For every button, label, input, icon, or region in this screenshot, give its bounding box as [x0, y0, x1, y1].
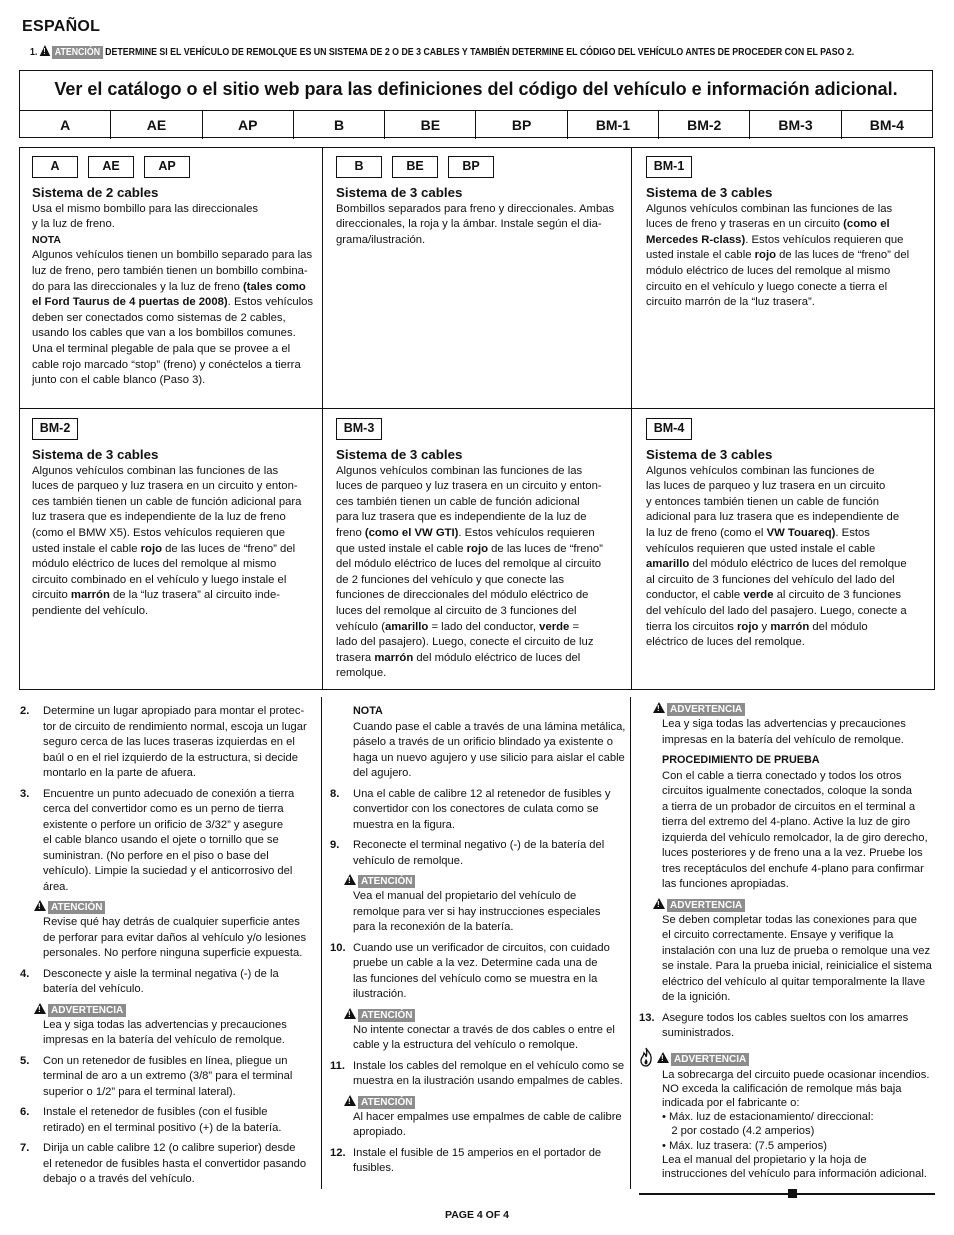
step-7 — [20, 1141, 316, 1188]
cell-text: Algunos vehículos combinan las funciones de las — [32, 464, 279, 477]
cell-text: de las luces de “freno” del — [776, 249, 910, 262]
step-text: Desconecte y aisle la terminal negativa (-) de la — [43, 967, 279, 980]
warning-line: Lea y siga todas las advertencias y precauciones — [43, 1018, 287, 1031]
step-text: Cuando use un verificador de circuitos, con cuidado — [353, 941, 610, 954]
cell-text: Algunos vehículos combinan las funciones de las — [336, 464, 583, 477]
warning-line: 2 por costado (4.2 amperios) — [662, 1125, 815, 1138]
cell-text: Una el terminal plegable de pala que se provee a el — [32, 342, 291, 355]
cell-text: luz trasera que es independiente de la luz de freno — [32, 511, 286, 524]
cell-text: de 2 funciones del vehículo y que conecte las — [336, 573, 564, 586]
cell-2-wire — [32, 156, 316, 389]
cell-text: adicional para luz trasera que es independiente de — [646, 511, 900, 524]
step-text: fusibles. — [353, 1162, 395, 1174]
note-heading: NOTA — [32, 233, 61, 246]
step-text: Determine un lugar apropiado para montar el protec- — [43, 705, 305, 717]
cell-text: al circuito de 3 funciones del vehículo del lado del — [646, 573, 895, 586]
code-tag: BP — [448, 156, 494, 178]
step-9 — [330, 838, 626, 869]
caution-line: Al hacer empalmes use empalmes de cable de calibre — [353, 1110, 622, 1123]
cell-text: (tales como — [243, 280, 306, 293]
warning-triangle-icon — [40, 45, 51, 56]
procedure-line: izquierda del vehículo remolcador, la de giro derecho, — [662, 831, 928, 844]
cell-title: Sistema de 3 cables — [32, 447, 159, 462]
step-text: Instale los cables del remolque en el vehículo como se — [353, 1059, 625, 1072]
step-text: Reconecte el terminal negativo (-) de la batería del — [353, 839, 605, 851]
vehicle-code: A — [20, 111, 111, 139]
warning-line: impresas en la batería del vehículo de remolque. — [662, 733, 904, 746]
instructions-column-3 — [639, 702, 939, 1186]
step-text: área. — [43, 880, 69, 893]
warning-label: ATENCIÓN — [358, 1096, 415, 1109]
cell-text: y la luz de freno. — [32, 218, 115, 231]
warning-line: indicada por el fabricante o: — [662, 1096, 800, 1109]
vehicle-code: BP — [476, 111, 567, 139]
warning-line: Lea y siga todas las advertencias y precauciones — [662, 718, 906, 730]
cell-text: y entonces también tienen un cable de función — [646, 495, 880, 508]
code-tag: BM-4 — [646, 418, 692, 440]
caution-line: de perforar para evitar daños al vehículo y/o lesiones — [43, 931, 307, 944]
note-line: haga un nuevo agujero y use silicio para aislar el cable — [353, 751, 625, 764]
step-number: 7. — [20, 1142, 30, 1154]
warning-line: instrucciones del vehículo para información adicional. — [662, 1167, 927, 1180]
step-11 — [330, 1059, 626, 1090]
cell-text: . Estos vehículos — [227, 296, 314, 309]
warning-triangle-icon — [34, 900, 46, 911]
step-text: existente o perfore un orificio de 3/32” y asegure — [43, 818, 284, 831]
cell-text: módulo eléctrico de luces del remolque al mismo — [32, 558, 277, 571]
cell-text: de las luces de “freno” — [487, 542, 603, 555]
step-5 — [20, 1054, 316, 1101]
warning-text — [639, 717, 939, 748]
step-text: vehículo). Limpie la suciedad y el anticorrosivo del — [43, 865, 293, 877]
warning-line: • Máx. luz de estacionamiento/ direccional: — [662, 1111, 874, 1124]
cell-text: amarillo — [646, 558, 690, 571]
warning-heading — [34, 1003, 316, 1017]
warning-text — [639, 1068, 939, 1182]
cell-text: Usa el mismo bombillo para las direccionales — [32, 202, 259, 215]
cell-text: eléctrico de luces del remolque. — [646, 636, 805, 649]
cell-text: verde — [743, 589, 774, 602]
cell-text: ces también tienen un cable de función adicional — [336, 495, 580, 508]
note-block — [330, 704, 626, 782]
cell-text: junto con el cable blanco (Paso 3). — [32, 374, 206, 387]
warning-line: instalación con una luz de prueba o remolque una vez — [662, 944, 931, 957]
cell-text: amarillo — [384, 620, 429, 633]
step-text: Instale el fusible de 15 amperios en el portador de — [353, 1146, 602, 1159]
cell-text: del módulo eléctrico de luces del remolque — [689, 558, 907, 571]
test-procedure — [639, 753, 939, 893]
warning-triangle-icon — [653, 898, 665, 909]
step-text: seguro cerca de las luces traseras izquierdas en el — [43, 736, 295, 748]
cell-text: = lado del conductor, — [428, 620, 540, 633]
step-13 — [639, 1011, 939, 1042]
caution-heading — [344, 1095, 626, 1109]
procedure-line: circuitos igualmente conectados, coloque la sonda — [662, 785, 913, 797]
step-text: muestra en la figura. — [353, 818, 455, 831]
code-tag: BM-3 — [336, 418, 382, 440]
vehicle-code: AP — [203, 111, 294, 139]
step-number: 4. — [20, 967, 30, 980]
caution-heading — [344, 874, 626, 888]
step-4 — [20, 967, 316, 998]
warning-line: de la ignición. — [662, 991, 731, 1003]
caution-line: Vea el manual del propietario del vehículo de — [353, 890, 577, 902]
cell-bm3 — [336, 418, 626, 682]
instructions-column-1 — [20, 704, 316, 1193]
cell-text: circuito marrón de la “luz trasera”. — [646, 296, 815, 309]
cell-text: lado del pasajero). Luego, conecte el circuito de luz — [336, 636, 594, 649]
cell-text: ces también tienen un cable de función adicional para — [32, 495, 302, 508]
wiring-systems-grid — [19, 147, 935, 690]
cell-text: luces de parqueo y luz trasera en un circuito y enton- — [32, 480, 298, 493]
procedure-line: a tierra de un probador de circuitos en el terminal a — [662, 800, 916, 813]
cell-text: Algunos vehículos combinan las funciones de — [646, 464, 875, 477]
cell-text: freno — [336, 526, 365, 539]
step-text: Con un retenedor de fusibles en línea, pliegue un — [43, 1054, 288, 1067]
caution-line: No intente conectar a través de dos cables o entre el — [353, 1023, 615, 1036]
warning-label: ADVERTENCIA — [671, 1053, 749, 1066]
cell-text: rojo — [754, 249, 776, 262]
cell-text: que usted instale el cable — [336, 542, 467, 555]
cell-text: circuito — [32, 589, 71, 602]
procedure-line: luces posteriores y de freno una a la vez. Pruebe los — [662, 847, 923, 859]
cell-text: direccionales, la roja y la ámbar. Instale según el dia- — [336, 218, 602, 231]
step-number: 6. — [20, 1106, 30, 1118]
caution-line: Revise qué hay detrás de cualquier superficie antes — [43, 916, 300, 928]
cell-text: circuito combinado en el vehículo y luego instale el — [32, 573, 287, 586]
divider-marker — [788, 1189, 797, 1198]
warning-label: ATENCIÓN — [358, 875, 415, 888]
step-text: ilustración. — [353, 988, 407, 1000]
warning-text — [20, 1018, 316, 1049]
step-2 — [20, 704, 316, 782]
note-line: Cuando pase el cable a través de una lámina metálica, — [353, 720, 626, 733]
cell-text: = — [569, 620, 580, 633]
cell-text: grama/ilustración. — [336, 233, 426, 246]
cell-text: la luz de freno (como el — [646, 526, 767, 539]
step-text: batería del vehículo. — [43, 983, 144, 995]
step-text: el retenedor de fusibles hasta el convertidor pasando — [43, 1157, 307, 1170]
procedure-line: tres receptáculos del enchufe 4-plano para confirmar — [662, 862, 924, 875]
fire-icon — [639, 1047, 653, 1067]
procedure-heading: PROCEDIMIENTO DE PRUEBA — [662, 754, 820, 766]
step-text: Encuentre un punto adecuado de conexión a tierra — [43, 787, 295, 800]
cell-3-wire-b — [336, 156, 626, 248]
cell-text: tierra los circuitos — [646, 620, 738, 633]
cell-text: usted instale el cable — [32, 542, 141, 555]
step-text: montarlo en la parte de afuera. — [43, 767, 196, 779]
cell-text: luz de freno, pero también tienen un bombillo combina- — [32, 264, 308, 277]
caution-line: apropiado. — [353, 1126, 406, 1138]
warning-heading — [653, 702, 939, 716]
cell-text: vehículos requieren que usted instale el cable — [646, 542, 876, 555]
vehicle-code: BM-3 — [750, 111, 841, 139]
cell-text: marrón — [770, 620, 810, 633]
step-number: 10. — [330, 941, 346, 954]
cell-text: conductor, el cable — [646, 589, 744, 602]
step-text: cerca del convertidor como es un perno de tierra — [43, 803, 284, 815]
cell-text: VW Touareq) — [766, 526, 836, 539]
warning-triangle-icon — [653, 702, 665, 713]
cell-text: del módulo eléctrico de luces del remolque al circuito — [336, 558, 601, 571]
code-tag: AE — [88, 156, 134, 178]
cell-text: el Ford Taurus de 4 puertas de 2008) — [32, 296, 228, 309]
cell-text: luces del remolque al circuito de 3 funciones del — [336, 604, 577, 617]
cell-text: Algunos vehículos combinan las funciones de las — [646, 202, 893, 215]
cell-text: usted instale el cable — [646, 249, 755, 262]
step-text: DETERMINE SI EL VEHÍCULO DE REMOLQUE ES UN SISTEMA DE 2 O DE 3 CABLES Y TAMBIÉN DETERMINE EL CÓDIGO DEL VEHÍCULO ANTES DE PROCEDER CON EL PASO 2. — [105, 47, 855, 58]
caution-text — [330, 889, 626, 936]
step-text: el cable blanco usando el ojete o tornillo que se — [43, 834, 279, 846]
vehicle-code-row — [20, 110, 932, 139]
cell-title: Sistema de 3 cables — [646, 185, 773, 200]
code-tag: B — [336, 156, 382, 178]
warning-label: ATENCIÓN — [48, 901, 105, 914]
warning-triangle-icon — [657, 1052, 669, 1063]
code-tag: AP — [144, 156, 190, 178]
vehicle-code: BM-1 — [568, 111, 659, 139]
cell-text: las luces de parqueo y luz trasera en un circuito — [646, 480, 886, 493]
cell-title: Sistema de 2 cables — [32, 185, 159, 200]
cell-text: luces de freno y traseras en un circuito — [646, 218, 844, 231]
warning-triangle-icon — [344, 1008, 356, 1019]
cell-text: del módulo — [809, 620, 868, 633]
warning-text — [639, 913, 939, 1006]
cell-text: cable rojo marcado “stop” (freno) y conéctelos a tierra — [32, 358, 301, 371]
warning-label: ATENCIÓN — [358, 1009, 415, 1022]
step-text: Asegure todos los cables sueltos con los amarres — [662, 1011, 909, 1024]
warning-line: Lea el manual del propietario y la hoja de — [662, 1153, 867, 1166]
cell-text: remolque. — [336, 667, 387, 680]
step-text: suministran. (No perfore en el piso o base del — [43, 849, 269, 862]
step-text: muestra en la ilustración usando empalmes de cables. — [353, 1075, 623, 1087]
cell-text: vehículo ( — [336, 620, 385, 633]
warning-line: impresas en la batería del vehículo de remolque. — [43, 1034, 285, 1046]
cell-text: rojo — [737, 620, 759, 633]
step-text: suministrados. — [662, 1027, 735, 1039]
cell-text: al circuito de 3 funciones — [773, 589, 901, 602]
cell-text: del vehículo del lado del pasajero. Luego, conecte a — [646, 604, 907, 617]
warning-line: La sobrecarga del circuito puede ocasionar incendios. — [662, 1068, 930, 1081]
code-tag: BM-1 — [646, 156, 692, 178]
caution-heading — [344, 1008, 626, 1022]
cell-text: (como el — [843, 218, 890, 231]
cell-text: del módulo eléctrico de luces del — [413, 651, 581, 664]
step-text: las funciones del vehículo como se muestra en la — [353, 972, 598, 985]
step-text: debajo o a través del vehículo. — [43, 1173, 195, 1185]
step-number: 8. — [330, 787, 340, 800]
cell-title: Sistema de 3 cables — [646, 447, 773, 462]
warning-label: ATENCIÓN — [52, 46, 103, 59]
cell-text: Algunos vehículos tienen un bombillo separado para las — [32, 249, 313, 262]
step-text: tor de circuito de rendimiento normal, escoja un lugar — [43, 720, 307, 733]
caution-line: personales. No perfore ninguna superficie expuesta. — [43, 947, 303, 959]
step-8 — [330, 787, 626, 834]
caution-line: cable y la estructura del vehículo o remolque. — [353, 1039, 579, 1051]
cell-text: funciones de direccionales del módulo eléctrico de — [336, 589, 589, 602]
cell-text: . Estos vehículos requieren que — [745, 233, 904, 246]
caution-text — [330, 1110, 626, 1141]
step-12 — [330, 1146, 626, 1177]
cell-text: trasera — [336, 651, 375, 664]
step-number: 11. — [330, 1059, 345, 1072]
cell-text: rojo — [140, 542, 162, 555]
step-text: Dirija un cable calibre 12 (o calibre superior) desde — [43, 1142, 296, 1154]
step-text: terminal de aro a un extremo (3/8” para el terminal — [43, 1070, 293, 1082]
step-number: 13. — [639, 1011, 655, 1024]
caution-heading — [34, 900, 316, 914]
cell-text: Mercedes R-class) — [646, 233, 746, 246]
note-heading: NOTA — [353, 705, 383, 717]
warning-triangle-icon — [34, 1003, 46, 1014]
code-tag: A — [32, 156, 78, 178]
cell-title: Sistema de 3 cables — [336, 185, 463, 200]
cell-bm1 — [646, 156, 930, 311]
vehicle-code: BM-4 — [869, 117, 904, 133]
cell-bm2 — [32, 418, 316, 620]
warning-triangle-icon — [344, 874, 356, 885]
step-text: convertidor con los conectores de culata como se — [353, 803, 599, 815]
warning-line: Se deben completar todas las conexiones para que — [662, 913, 917, 926]
vehicle-code: AE — [111, 111, 202, 139]
cell-text: . Estos — [835, 526, 870, 539]
step-number: 3. — [20, 787, 30, 800]
cell-text: pendiente del vehículo. — [32, 604, 149, 617]
cell-text: verde — [539, 620, 570, 633]
page-number: PAGE 4 OF 4 — [445, 1209, 509, 1221]
cell-text: . Estos vehículos requieren — [458, 526, 595, 539]
cell-text: de las luces de “freno” del — [162, 542, 296, 555]
vehicle-code: BE — [385, 111, 476, 139]
note-line: del agujero. — [353, 767, 412, 779]
caution-line: remolque para ver si hay instrucciones especiales — [353, 905, 601, 918]
step-text: superior o 1/2” para el terminal lateral). — [43, 1085, 236, 1098]
warning-label: ADVERTENCIA — [667, 703, 745, 716]
step-6 — [20, 1105, 316, 1136]
cell-text: circuito en el vehículo y luego conecte a tierra el — [646, 280, 888, 293]
caution-line: para la reconexión de la batería. — [353, 921, 514, 933]
vehicle-code: B — [294, 111, 385, 139]
step-3 — [20, 787, 316, 896]
cell-text: marrón — [374, 651, 414, 664]
cell-text: rojo — [466, 542, 488, 555]
cell-text: Bombillos separados para freno y direccionales. Ambas — [336, 202, 615, 215]
warning-heading — [653, 898, 939, 912]
step-number: 2. — [20, 705, 30, 717]
step-text: Una el cable de calibre 12 al retenedor de fusibles y — [353, 787, 611, 800]
catalog-title: Ver el catálogo o el sitio web para las definiciones del código del vehículo e información adicional. — [54, 79, 898, 99]
step-10 — [330, 941, 626, 1003]
procedure-line: Con el cable a tierra conectado y todos los otros — [662, 769, 902, 782]
cell-text: de la “luz trasera” al circuito inde- — [109, 589, 280, 602]
cell-text: deben ser conectados como sistemas de 2 cables, — [32, 311, 286, 324]
procedure-line: las funciones apropiadas. — [662, 878, 789, 890]
step-text: retirado) en el terminal positivo (+) de la batería. — [43, 1121, 282, 1134]
cell-title: Sistema de 3 cables — [336, 447, 463, 462]
caution-text — [20, 915, 316, 962]
warning-line: • Máx. luz trasera: (7.5 amperios) — [662, 1139, 827, 1152]
divider-line — [639, 1193, 935, 1195]
cell-text: (como el VW GTI) — [364, 526, 459, 539]
step-number: 12. — [330, 1146, 346, 1159]
vehicle-code: BM-2 — [659, 111, 750, 139]
procedure-line: tierra del extremo del 4-plano. Active la luz de giro — [662, 816, 911, 828]
code-tag: BE — [392, 156, 438, 178]
cell-text: do para las direccionales y la luz de freno — [32, 280, 243, 293]
warning-line: eléctrico del vehículo al quitar temporalmente la llave — [662, 975, 926, 988]
warning-line: el circuito correctamente. Ensaye y verifique la — [662, 929, 894, 941]
catalog-box — [19, 70, 933, 138]
step-text: Instale el retenedor de fusibles (con el fusible — [43, 1106, 268, 1118]
step-1 — [30, 45, 854, 59]
warning-label: ADVERTENCIA — [667, 899, 745, 912]
step-number: 9. — [330, 839, 340, 851]
note-line: páselo a través de un orificio blindado ya existente o — [353, 736, 613, 748]
cell-text: usando los cables que van a los bombillos comunes. — [32, 327, 296, 340]
step-number: 1. — [30, 47, 38, 58]
warning-line: NO exceda la calificación de remolque más baja — [662, 1082, 902, 1095]
code-tag: BM-2 — [32, 418, 78, 440]
warning-triangle-icon — [344, 1095, 356, 1106]
language-heading: ESPAÑOL — [22, 18, 101, 35]
cell-text: y — [758, 620, 771, 633]
cell-text: (como el BMW X5). Estos vehículos requieren que — [32, 526, 286, 539]
warning-label: ADVERTENCIA — [48, 1004, 126, 1017]
cell-text: módulo eléctrico de luces del remolque al mismo — [646, 264, 891, 277]
step-text: pruebe un cable a la vez. Determine cada una de — [353, 957, 598, 969]
warning-line: se instale. Para la prueba inicial, reinicialice el sistema — [662, 960, 932, 972]
step-text: baúl o en el riel izquierdo de la estructura, si decide — [43, 751, 298, 764]
caution-text — [330, 1023, 626, 1054]
cell-bm4 — [646, 418, 930, 651]
fire-warning-heading — [639, 1047, 939, 1067]
instructions-column-2 — [330, 704, 626, 1182]
cell-text: para luz trasera que es independiente de la luz de — [336, 511, 587, 524]
cell-text: luces de parqueo y luz trasera en un circuito y enton- — [336, 480, 602, 493]
cell-text: marrón — [70, 589, 110, 602]
step-number: 5. — [20, 1054, 30, 1067]
step-text: vehículo de remolque. — [353, 854, 464, 867]
